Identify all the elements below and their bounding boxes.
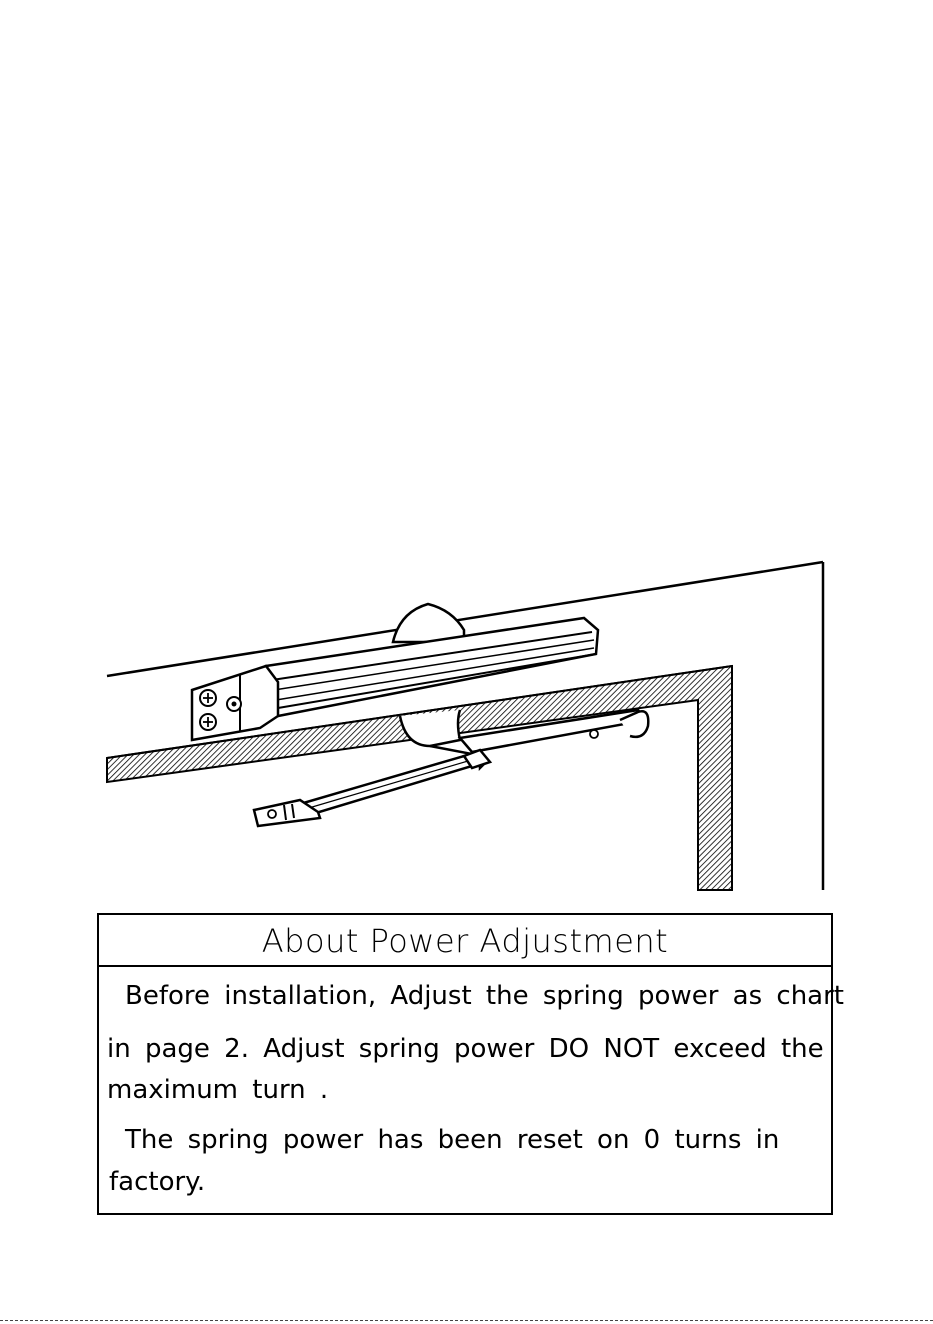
page-edge-rule [0, 1320, 933, 1321]
instruction-line: in page 2. Adjust spring power DO NOT exceed the [107, 1034, 824, 1064]
power-adjustment-title: About Power Adjustment [99, 915, 831, 967]
door-closer-illustration [100, 550, 840, 900]
power-adjustment-body [99, 967, 845, 1215]
instruction-line: The spring power has been reset on 0 turns in [125, 1125, 780, 1155]
instruction-line: maximum turn . [107, 1075, 329, 1105]
instruction-line: factory. [109, 1167, 206, 1197]
instruction-line: Before installation, Adjust the spring power as chart [125, 981, 845, 1011]
power-adjustment-box [97, 913, 845, 1215]
